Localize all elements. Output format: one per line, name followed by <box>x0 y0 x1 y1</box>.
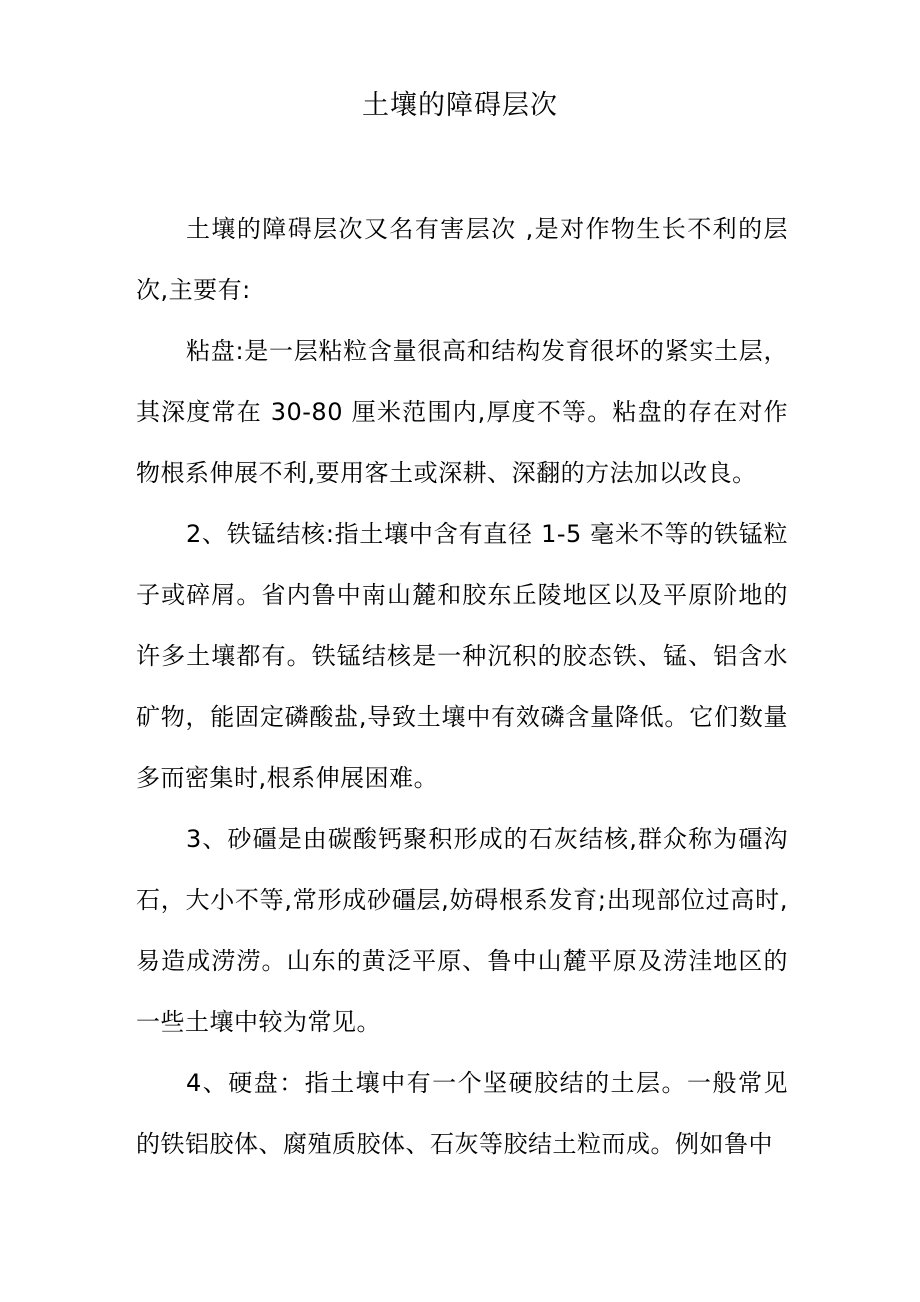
paragraph-calcareous-concretions: 3、砂礓是由碳酸钙聚积形成的石灰结核,群众称为礓沟石，大小不等,常形成砂礓层,妨碍根系发育;出现部位过高时,易造成涝涝。山东的黄泛平原、鲁中山麓平原及涝洼地区的一些土壤中较为常见。 <box>136 825 788 1036</box>
paragraph-iron-manganese-nodules: 2、铁锰结核:指土壤中含有直径 1-5 毫米不等的铁锰粒子或碎屑。省内鲁中南山麓和胶东丘陵地区以及平原阶地的许多土壤都有。铁锰结核是一种沉积的胶态铁、锰、铝含水矿物，能固定磷酸盐,导致土壤中有效磷含量降低。它们数量多而密集时,根系伸展困难。 <box>136 520 788 792</box>
paragraph-hardpan: 4、硬盘：指土壤中有一个坚硬胶结的土层。一般常见的铁铝胶体、腐殖质胶体、石灰等胶结土粒而成。例如鲁中 <box>136 1069 788 1158</box>
document-body <box>136 199 788 1175</box>
paragraph-intro: 土壤的障碍层次又名有害层次 ,是对作物生长不利的层次,主要有: <box>136 215 788 304</box>
document-title: 土壤的障碍层次 <box>362 90 558 121</box>
paragraph-clay-pan: 粘盘:是一层粘粒含量很高和结构发育很坏的紧实土层，其深度常在 30-80 厘米范围内,厚度不等。粘盘的存在对作物根系伸展不利,要用客土或深耕、深翻的方法加以改良。 <box>136 337 788 487</box>
